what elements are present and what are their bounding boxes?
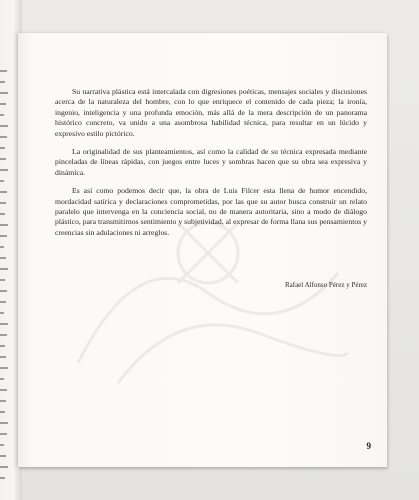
left-page-text-fragments — [0, 70, 8, 490]
paragraph-1: Su narrativa plástica está intercalada con digresiones poéticas, mensajes sociales y discusiones acerca de la naturaleza del hombre, con lo que enriquece el contenido de cada pieza; la ironía, ingenio, inteligencia y una profunda emoción, más allá de la mera descripción de un panorama histórico concreto, va unido a una asombrosa habilidad técnica, para resultar en un lúcido y expresivo estilo pictórico. — [55, 87, 367, 138]
author-signature: Rafael Alfonso Pérez y Pérez — [284, 281, 367, 289]
body-text — [55, 87, 367, 246]
paragraph-2: La originalidad de sus planteamientos, así como la calidad de su técnica expresada mediante pinceladas de líneas rápidas, con juegos entre luces y sombras hacen que su obra sea expresiva y dinámica. — [55, 147, 367, 177]
paragraph-3: Es así como podemos decir que, la obra de Luis Filcer esta llena de humor encendido, mordacidad satírica y declaraciones comprometidas, por las que su autor busca construir un relato paralelo que intervenga en la conciencia social, no de manera autoritaria, sino a modo de diálogo plástico, para transmitirnos sentimiento y subjetividad, al expresar de forma llana sus pensamientos y creencias sin adulaciones ni arreglos. — [55, 186, 367, 237]
book-page — [18, 33, 387, 467]
page-number: 9 — [366, 441, 371, 451]
